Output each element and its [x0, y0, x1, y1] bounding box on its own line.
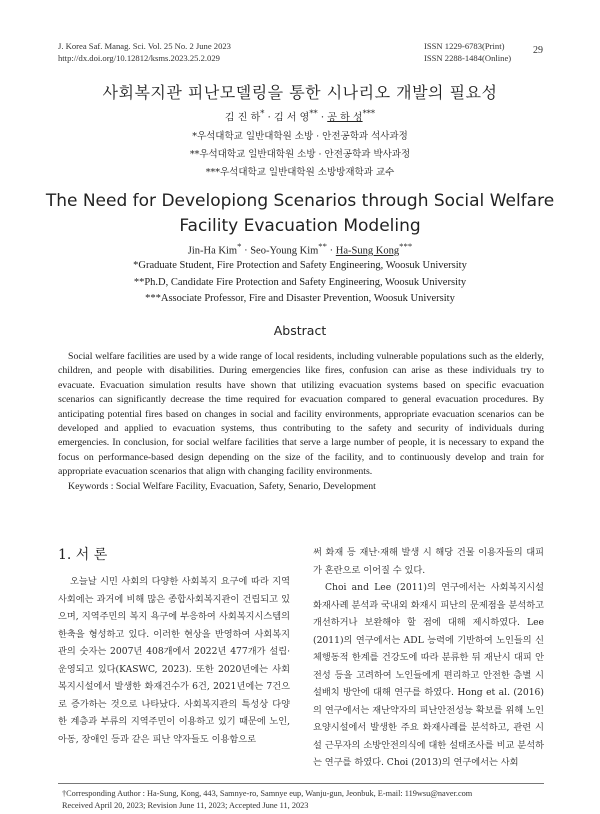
korean-authors — [0, 108, 600, 123]
en-author-1: Jin-Ha Kim — [187, 245, 238, 257]
english-title-line-2: Facility Evacuation Modeling — [179, 216, 421, 236]
left-column — [58, 573, 290, 748]
ko-author-1: 김 진 하 — [224, 112, 261, 124]
ko-affiliation-3: ***우석대학교 일반대학원 소방방재학과 교수 — [205, 167, 395, 178]
en-affiliation-1: *Graduate Student, Fire Protection and Safety Engineering, Woosuk University — [133, 260, 467, 271]
korean-title: 사회복지관 피난모델링을 통한 시나리오 개발의 필요성 — [102, 83, 498, 102]
abstract-body — [58, 350, 544, 494]
doi-link[interactable]: http://dx.doi.org/10.12812/ksms.2023.25.2.029 — [58, 52, 220, 63]
abstract-text: Social welfare facilities are used by a wide range of local residents, including vulnerable populations such as the elderly, children, and people with disabilities. During emergencies like fires, confusion can arise as these individuals try to evacuate. Evacuation simulation results have shown that utilizing evacuation systems based on specific evacuation scenarios can significantly decrease the time required for evacuation compared to general evacuation procedures. By anticipating potential fires based on changes in social and facility environments, appropriate evacuation scenarios can be developed and applied to evacuation systems, thus contributing to the safety and security of individuals during emergencies. In conclusion, for social welfare facilities that serve a large number of people, it is necessary to expand the focus on performance-based design depending on the size of the facility, and to continuously develop and train for appropriate evacuation scenarios that align with changing facility environments. — [58, 351, 544, 478]
ko-author-1-mark: * — [260, 108, 265, 118]
corresponding-author: †Corresponding Author : Ha-Sung, Kong, 443, Samnye-ro, Samnye eup, Wanju-gun, Jeonbuk, E-mail: 119wsu@naver.com — [62, 789, 473, 798]
en-affiliation-3: ***Associate Professor, Fire and Disaster Prevention, Woosuk University — [145, 293, 455, 304]
ko-author-3: 공 하 성 — [327, 112, 363, 124]
issn-online: ISSN 2288-1484(Online) — [424, 52, 512, 63]
keywords: Keywords : Social Welfare Facility, Evacuation, Safety, Senario, Development — [68, 480, 376, 492]
abstract-heading: Abstract — [273, 323, 327, 338]
ko-affiliation-2: **우석대학교 일반대학원 소방 · 안전공학과 박사과정 — [189, 149, 411, 160]
ko-author-2: 김 서 영 — [274, 112, 310, 124]
english-authors — [0, 241, 600, 257]
en-author-1-mark: * — [237, 241, 242, 251]
intro-paragraph: 오늘날 시민 사회의 다양한 사회복지 요구에 따라 지역사회에는 과거에 비해 많은 종합사회복지관이 건립되고 있으며, 지역주민의 복지 욕구에 부응하여 사회복지시스템의 한축을 형성하고 있다. 이러한 현상을 반영하여 사회복지관의 숫자는 2007년 408개에서 2022년 477개가 설립·운영되고 있다(KASWC, 2023). 또한 2020년에는 사회복지시설에서 발생한 화재건수가 6건, 2021년에는 7건으로 증가하는 것으로 나타났다. 사회복지관의 특성상 다양한 계층과 부류의 지역주민이 이용하고 있기 때문에 노인, 아동, 장애인 등과 같은 피난 약자들도 이용함으로 — [58, 576, 290, 745]
page-number: 29 — [533, 45, 543, 56]
en-author-3-mark: *** — [399, 241, 413, 251]
en-author-2: Seo-Young Kim — [250, 245, 319, 257]
footnote-divider — [58, 783, 544, 784]
ko-author-sep-1: · — [267, 112, 271, 124]
en-author-sep-2: · — [327, 245, 336, 257]
received-dates: Received April 20, 2023; Revision June 11, 2023; Accepted June 11, 2023 — [62, 800, 309, 810]
footnote — [62, 788, 548, 811]
english-title-line-1: The Need for Developiong Scenarios through Social Welfare — [45, 191, 555, 211]
issn-print: ISSN 1229-6783(Print) — [424, 41, 505, 51]
section-heading: 1. 서 론 — [58, 547, 108, 563]
issn-block — [424, 41, 511, 64]
ko-author-2-mark: ** — [309, 108, 318, 118]
ko-author-sep-2: · — [320, 112, 325, 124]
ko-author-3-mark: *** — [362, 108, 376, 118]
literature-review-paragraph: Choi and Lee (2011)의 연구에서는 사회복지시설 화재사례 분석과 국내외 화재시 피난의 문제점을 분석하고 개선하거나 보완해야 할 점에 대해 제시하였다. Lee (2011)의 연구에서는 ADL 능력에 기반하여 노인들의 신체행동적 한계를 건강도에 따라 분류한 뒤 재난시 대피 안전성 등을 고려하여 노인들에게 편리하고 안전한 층별 시설배치 방안에 대해 연구를 하였다. Hong et al. (2016)의 연구에서는 재난약자의 피난안전성능 확보를 위해 노인요양시설에서 발생한 주요 화재사례를 분석하고, 관련 시설 근무자의 소방안전의식에 대한 설태조사를 비교 분석하는 연구를 하였다. Choi (2013)의 연구에서는 사회 — [313, 582, 544, 768]
journal-volume-line: J. Korea Saf. Manag. Sci. Vol. 25 No. 2 June 2023 — [58, 41, 231, 51]
journal-citation — [58, 41, 231, 64]
intro-continuation: 써 화재 등 재난·재해 발생 시 해당 건물 이용자들의 대피가 혼란으로 이어질 수 있다. — [313, 547, 544, 576]
en-author-3: Ha-Sung Kong — [335, 245, 400, 257]
en-author-2-mark: ** — [318, 241, 328, 251]
right-column — [313, 544, 544, 772]
en-author-sep-1: · — [241, 245, 251, 257]
en-affiliation-2: **Ph.D, Candidate Fire Protection and Safety Engineering, Woosuk University — [133, 277, 467, 288]
ko-affiliation-1: *우석대학교 일반대학원 소방 · 안전공학과 석사과정 — [192, 131, 408, 142]
